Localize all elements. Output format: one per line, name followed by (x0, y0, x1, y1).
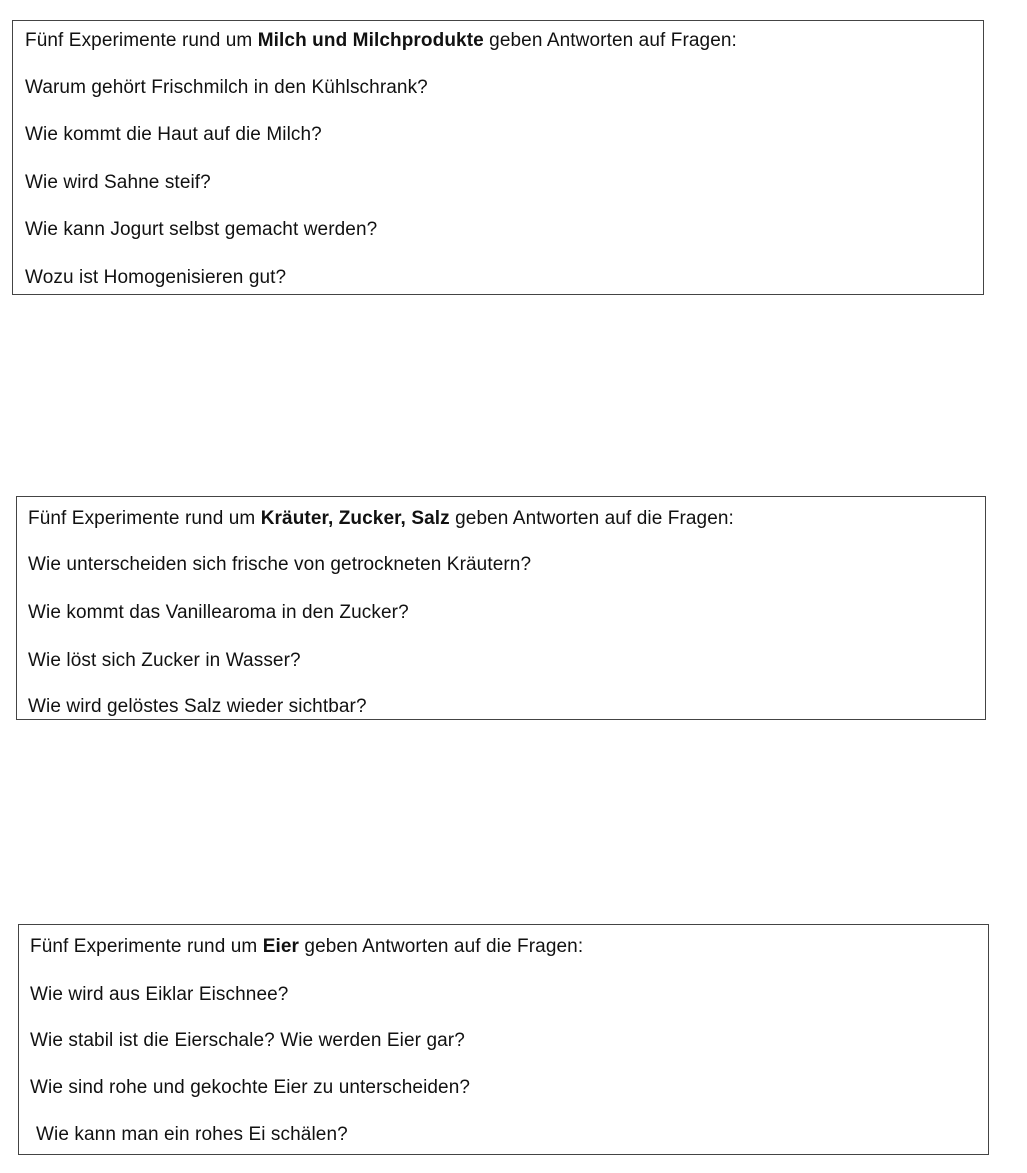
experiment-box-herbs-sugar-salt (16, 496, 986, 720)
question-item: Wie sind rohe und gekochte Eier zu unterscheiden? (30, 1077, 471, 1098)
question-item: Wie unterscheiden sich frische von getrockneten Kräutern? (28, 554, 532, 575)
intro-topic: Eier (262, 936, 300, 957)
experiment-box-eggs (18, 924, 989, 1155)
intro-text: Fünf Experimente rund um (28, 508, 261, 529)
question-item: Wie wird aus Eiklar Eischnee? (30, 984, 289, 1005)
box-intro (30, 935, 583, 959)
intro-topic: Milch und Milchprodukte (257, 30, 484, 51)
question-item: Wie kann Jogurt selbst gemacht werden? (25, 219, 378, 240)
intro-text: Fünf Experimente rund um (25, 30, 258, 51)
experiment-box-milk (12, 20, 984, 295)
question-item: Wie löst sich Zucker in Wasser? (28, 650, 301, 671)
question-item: Wie stabil ist die Eierschale? Wie werden Eier gar? (30, 1030, 465, 1051)
question-item: Wie kann man ein rohes Ei schälen? (36, 1124, 348, 1145)
intro-text: Fünf Experimente rund um (30, 936, 263, 957)
question-item: Wie kommt das Vanillearoma in den Zucker? (28, 602, 409, 623)
question-item: Wozu ist Homogenisieren gut? (25, 267, 287, 288)
question-item: Wie kommt die Haut auf die Milch? (25, 124, 322, 145)
intro-text: geben Antworten auf die Fragen: (449, 508, 734, 529)
question-item: Wie wird gelöstes Salz wieder sichtbar? (28, 696, 367, 717)
box-intro (25, 29, 737, 53)
question-item: Warum gehört Frischmilch in den Kühlschrank? (25, 77, 428, 98)
intro-text: geben Antworten auf die Fragen: (299, 936, 584, 957)
intro-text: geben Antworten auf Fragen: (483, 30, 737, 51)
intro-topic: Kräuter, Zucker, Salz (260, 508, 450, 529)
question-item: Wie wird Sahne steif? (25, 172, 211, 193)
box-intro (28, 507, 734, 531)
